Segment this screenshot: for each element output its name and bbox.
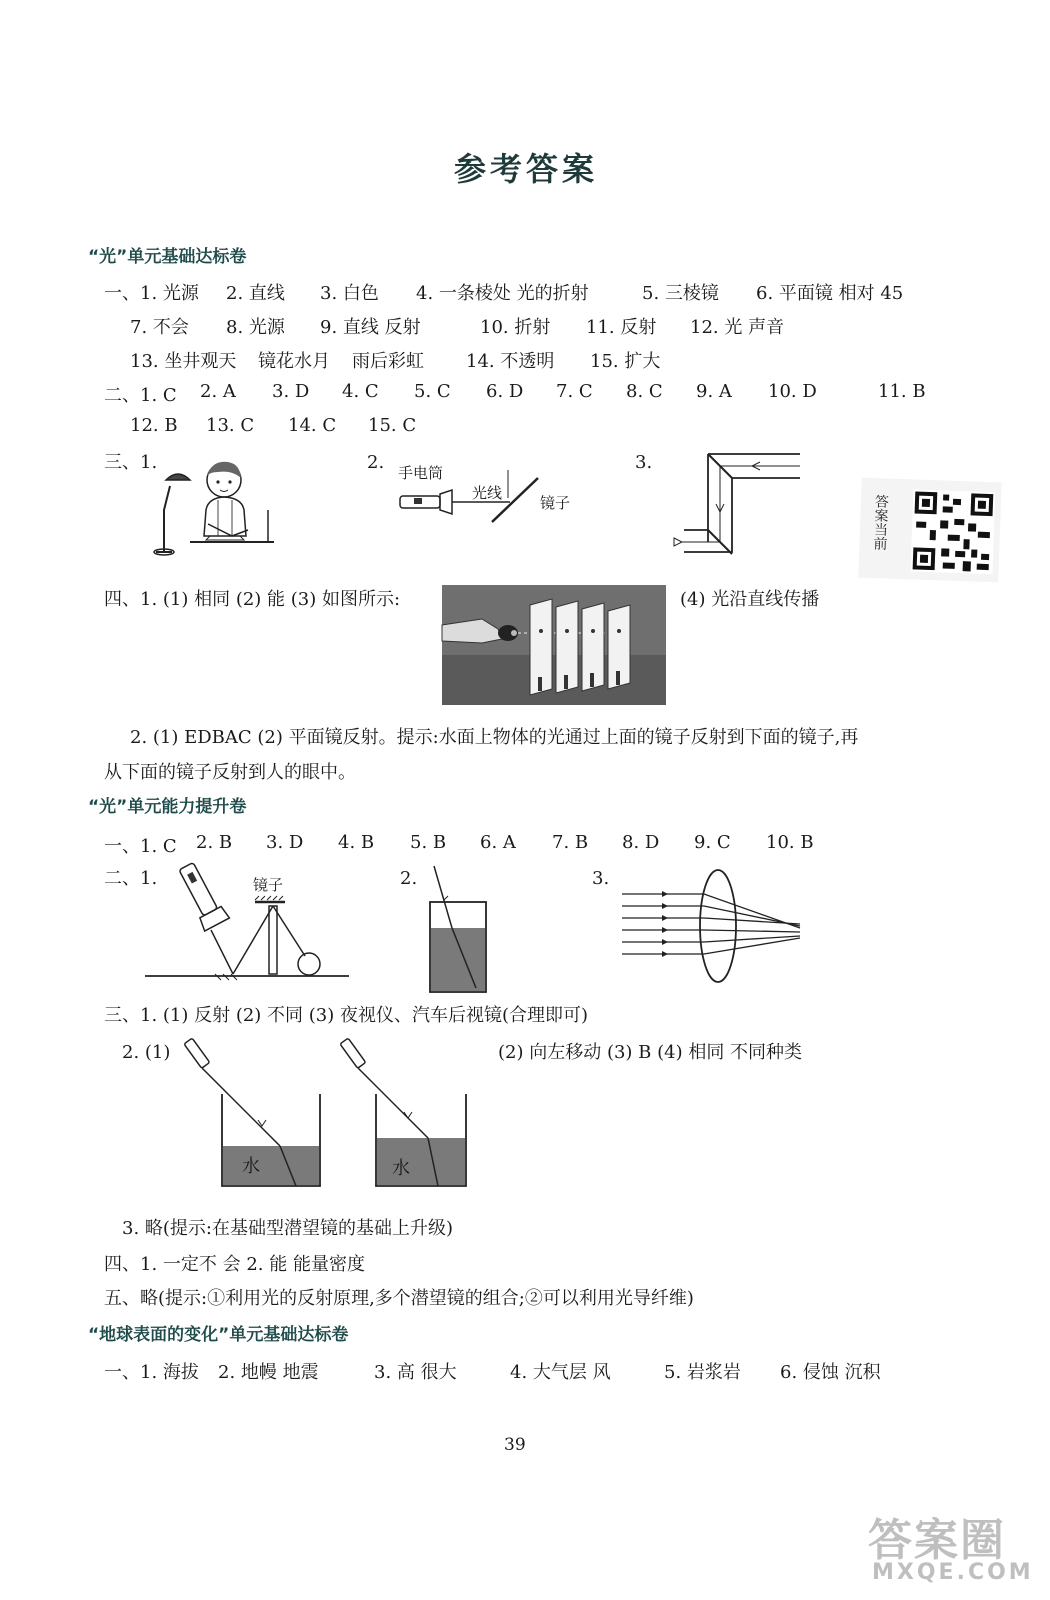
section-heading: “地球表面的变化”单元基础达标卷: [88, 1325, 349, 1345]
flashlight-mirror-diagram: [380, 458, 600, 528]
answer-line: 从下面的镜子反射到人的眼中。: [104, 762, 356, 783]
water-label: 水: [242, 1156, 260, 1177]
answer: 2. 直线: [226, 283, 285, 304]
answer-line: 四、1. (1) 相同 (2) 能 (3) 如图所示:: [104, 589, 401, 610]
answer: 13. C: [206, 415, 255, 436]
answer: 3. D: [272, 381, 310, 402]
watermark-logo: 答案圈: [868, 1515, 1006, 1566]
answer: 2. B: [196, 832, 233, 853]
qr-code-card[interactable]: [858, 478, 1001, 583]
answer: 5. 三棱镜: [642, 283, 719, 304]
boy-reading-figure: [148, 450, 278, 560]
cards-light-experiment-photo: [442, 585, 666, 705]
water-label: 水: [392, 1158, 410, 1179]
answer: 14. 不透明: [466, 351, 555, 372]
question-number: 2.: [367, 452, 385, 473]
question-number: 2.: [400, 868, 418, 889]
answer: 9. A: [696, 381, 732, 402]
mirror-label: 镜子: [253, 876, 284, 894]
answer: 10. 折射: [480, 317, 551, 338]
answer: 14. C: [288, 415, 337, 436]
mirror-label: 镜子: [540, 494, 571, 512]
answer: 15. 扩大: [590, 351, 661, 372]
answer-line: (4) 光沿直线传播: [680, 589, 820, 610]
ray-label: 光线: [472, 484, 503, 502]
question-number: 3.: [635, 452, 653, 473]
answer: 6. D: [486, 381, 524, 402]
section-heading: “光”单元能力提升卷: [88, 797, 247, 817]
answer: 一、1. 光源: [104, 283, 199, 304]
answer: 4. 大气层 风: [510, 1362, 611, 1383]
answer: 2. 地幔 地震: [218, 1362, 319, 1383]
answer: 一、1. C: [104, 836, 177, 857]
answer-line: 五、略(提示:①利用光的反射原理,多个潜望镜的组合;②可以利用光导纤维): [104, 1288, 694, 1309]
question-number: 3.: [592, 868, 610, 889]
answer: 5. 岩浆岩: [664, 1362, 741, 1383]
refraction-cup-diagram: [420, 866, 500, 996]
answer: 4. C: [342, 381, 379, 402]
answer: 雨后彩虹: [352, 351, 424, 372]
answer: 10. D: [768, 381, 817, 402]
question-number: 二、1.: [104, 868, 158, 889]
answer-line: (2) 向左移动 (3) B (4) 相同 不同种类: [498, 1042, 803, 1063]
answer: 11. B: [878, 381, 926, 402]
question-number: 2. (1): [122, 1042, 171, 1063]
answer: 12. 光 声音: [690, 317, 785, 338]
qr-code-icon: [911, 489, 996, 574]
answer: 8. 光源: [226, 317, 285, 338]
answer: 8. D: [622, 832, 660, 853]
answer: 5. B: [410, 832, 447, 853]
answer: 15. C: [368, 415, 417, 436]
answer: 二、1. C: [104, 385, 177, 406]
answer-line: 四、1. 一定不 会 2. 能 能量密度: [104, 1254, 365, 1275]
flashlight-label: 手电筒: [398, 464, 444, 482]
answer: 5. C: [414, 381, 451, 402]
answer: 12. B: [130, 415, 178, 436]
answer: 7. C: [556, 381, 593, 402]
water-refraction-beaker-2: [332, 1040, 482, 1190]
answer: 6. A: [480, 832, 516, 853]
answer-line: 3. 略(提示:在基础型潜望镜的基础上升级): [122, 1218, 454, 1239]
answer: 9. C: [694, 832, 731, 853]
qr-label: 答案当前: [871, 493, 890, 551]
answer: 10. B: [766, 832, 814, 853]
answer-line: 三、1. (1) 反射 (2) 不同 (3) 夜视仪、汽车后视镜(合理即可): [104, 1005, 589, 1026]
flashlight-mirror-reflection-diagram: [145, 866, 355, 982]
water-refraction-beaker-1: [178, 1040, 328, 1190]
page-number: 39: [504, 1435, 526, 1455]
question-number: 三、1.: [104, 452, 158, 473]
answer: 6. 平面镜 相对 45: [756, 283, 904, 304]
answer: 8. C: [626, 381, 663, 402]
page-title: 参考答案: [454, 150, 599, 188]
answer: 3. D: [266, 832, 304, 853]
answer: 4. 一条棱处 光的折射: [416, 283, 589, 304]
watermark-url: MXQE.COM: [872, 1560, 1034, 1585]
answer: 2. A: [200, 381, 236, 402]
answer: 7. 不会: [130, 317, 189, 338]
answer: 7. B: [552, 832, 589, 853]
convex-lens-diagram: [622, 866, 812, 986]
answer: 3. 高 很大: [374, 1362, 457, 1383]
section-heading: “光”单元基础达标卷: [88, 247, 247, 267]
answer: 6. 侵蚀 沉积: [780, 1362, 881, 1383]
answer: 一、1. 海拔: [104, 1362, 199, 1383]
answer: 11. 反射: [586, 317, 657, 338]
answer: 9. 直线 反射: [320, 317, 421, 338]
answer: 3. 白色: [320, 283, 379, 304]
answer-line: 2. (1) EDBAC (2) 平面镜反射。提示:水面上物体的光通过上面的镜子反射到下面的镜子,再: [130, 727, 859, 748]
answer: 4. B: [338, 832, 375, 853]
answer: 13. 坐井观天: [130, 351, 237, 372]
periscope-diagram: [660, 450, 810, 560]
answer: 镜花水月: [258, 351, 330, 372]
